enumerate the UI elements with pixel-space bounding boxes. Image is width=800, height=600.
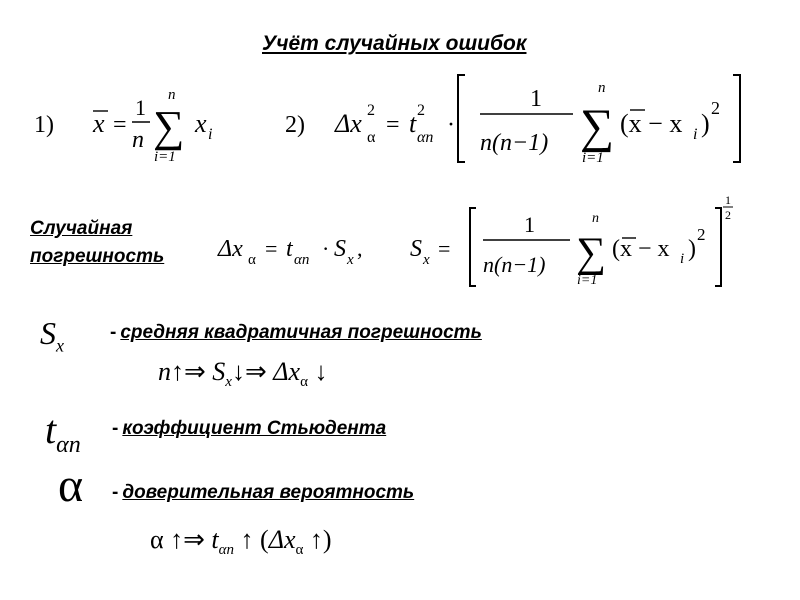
re-sum: ∑	[576, 230, 606, 276]
formula2-one: 1	[530, 86, 542, 112]
implies-icon: ⇒	[184, 357, 206, 386]
formula2-delta-x: Δx	[335, 109, 362, 138]
t-symbol	[45, 406, 81, 459]
formula2-term: (x − x	[620, 109, 683, 138]
re-term-close: )	[688, 236, 696, 262]
t-dash: -	[112, 418, 119, 439]
formula2-t: t	[409, 109, 417, 138]
alpha-dash: -	[112, 482, 119, 503]
arrow-up-icon: ↑	[171, 357, 184, 386]
paren-open: (	[260, 525, 269, 554]
sx-symbol	[40, 315, 64, 356]
formula2-sup: 2	[367, 102, 375, 119]
arrow-up-icon-3: ↑	[240, 525, 254, 554]
formula2-term-i: i	[693, 126, 698, 143]
re-term: (x − x	[612, 236, 670, 262]
re-lhs-sub: α	[248, 252, 256, 268]
re-sum-upper: n	[592, 211, 599, 226]
formula2-sub: α	[367, 129, 376, 146]
implies-icon-3: ⇒	[183, 525, 205, 554]
re-one: 1	[524, 212, 535, 237]
sx-description: средняя квадратичная погрешность	[120, 322, 482, 343]
t-definition	[112, 418, 386, 440]
re-S2: S	[410, 236, 422, 262]
sx-symbol-S: S	[40, 315, 56, 351]
sx-symbol-sub: x	[56, 335, 64, 356]
formula1-x: x	[195, 109, 207, 138]
re-sum-lower: i=1	[577, 273, 598, 288]
rel-t-sub: αn	[218, 542, 235, 559]
formula2-term-sup: 2	[711, 98, 720, 118]
re-lhs: Δx	[218, 236, 243, 262]
arrow-up-icon-4: ↑	[309, 525, 323, 554]
sx-relation	[158, 357, 327, 391]
formula2-dot: ·	[447, 112, 455, 138]
t-symbol-t: t	[45, 407, 57, 452]
formula1-i: i	[208, 126, 213, 143]
sx-definition	[110, 322, 482, 344]
random-error-label-line1: Случайная	[30, 218, 133, 239]
arrow-down-icon: ↓	[231, 357, 245, 386]
formula2-number: 2)	[285, 112, 305, 138]
formula2-eq: =	[386, 112, 400, 138]
t-description: коэффициент Стьюдента	[122, 418, 387, 439]
rel-S-sub: x	[225, 374, 232, 391]
sx-dash: -	[110, 322, 117, 343]
re-dot: ·	[322, 236, 330, 261]
formula1-one: 1	[135, 95, 146, 120]
re-S-sub: x	[347, 252, 354, 268]
t-symbol-sub: αn	[56, 432, 81, 458]
rel-t: t	[211, 525, 219, 554]
re-eq: =	[265, 236, 278, 261]
re-exp-den: 2	[725, 208, 731, 222]
formula2-right-bracket	[733, 75, 740, 162]
formula1-xbar: x	[93, 109, 105, 138]
formula1-sum-upper: n	[168, 87, 176, 103]
re-term-sup: 2	[697, 225, 706, 244]
rel-n: n	[158, 357, 171, 386]
re-denom: n(n−1)	[483, 252, 546, 277]
formula2-left-bracket	[458, 75, 465, 162]
arrow-up-icon-2: ↑	[170, 525, 184, 554]
re-left-bracket	[470, 208, 476, 286]
rel-dx: Δx	[273, 357, 301, 386]
formula-random-error	[210, 190, 750, 290]
re-exp-num: 1	[725, 193, 731, 207]
rel-alpha: α	[150, 525, 164, 554]
re-t: t	[286, 236, 293, 262]
rel-S: S	[212, 357, 226, 386]
alpha-definition	[112, 482, 414, 504]
re-t-sub: αn	[294, 252, 310, 268]
re-right-bracket	[715, 208, 721, 286]
re-eq2: =	[438, 236, 451, 261]
alpha-symbol: α	[58, 459, 84, 512]
re-S2-sub: x	[423, 252, 430, 268]
formula2-denom: n(n−1)	[480, 130, 549, 156]
formula-variance	[275, 70, 765, 170]
re-comma: ,	[357, 236, 363, 261]
alpha-description: доверительная вероятность	[122, 482, 415, 503]
re-S: S	[334, 236, 346, 262]
formula2-sum-lower: i=1	[582, 150, 604, 166]
rel-dx-sub: α	[300, 374, 308, 391]
formula2-t-sup: 2	[417, 102, 425, 119]
formula-mean	[20, 85, 250, 170]
arrow-down-icon-2: ↓	[314, 357, 328, 386]
page-title: Учёт случайных ошибок	[262, 32, 527, 55]
formula1-sum-lower: i=1	[154, 149, 176, 165]
formula2-sum: ∑	[580, 100, 615, 153]
alpha-relation	[150, 525, 332, 559]
formula1-sum: ∑	[153, 102, 185, 151]
rel-dx-sub-2: α	[295, 542, 304, 559]
formula1-number: 1)	[34, 112, 54, 138]
rel-dx-2: Δx	[268, 525, 296, 554]
formula2-sum-upper: n	[598, 80, 606, 96]
formula1-n: n	[132, 127, 144, 153]
formula2-t-sub: αn	[417, 129, 434, 146]
paren-close: )	[322, 525, 332, 554]
formula2-term-close: )	[701, 109, 710, 138]
re-term-i: i	[680, 251, 685, 267]
formula1-eq: =	[113, 112, 127, 138]
implies-icon-2: ⇒	[244, 357, 267, 386]
random-error-label-line2: погрешность	[30, 246, 165, 267]
